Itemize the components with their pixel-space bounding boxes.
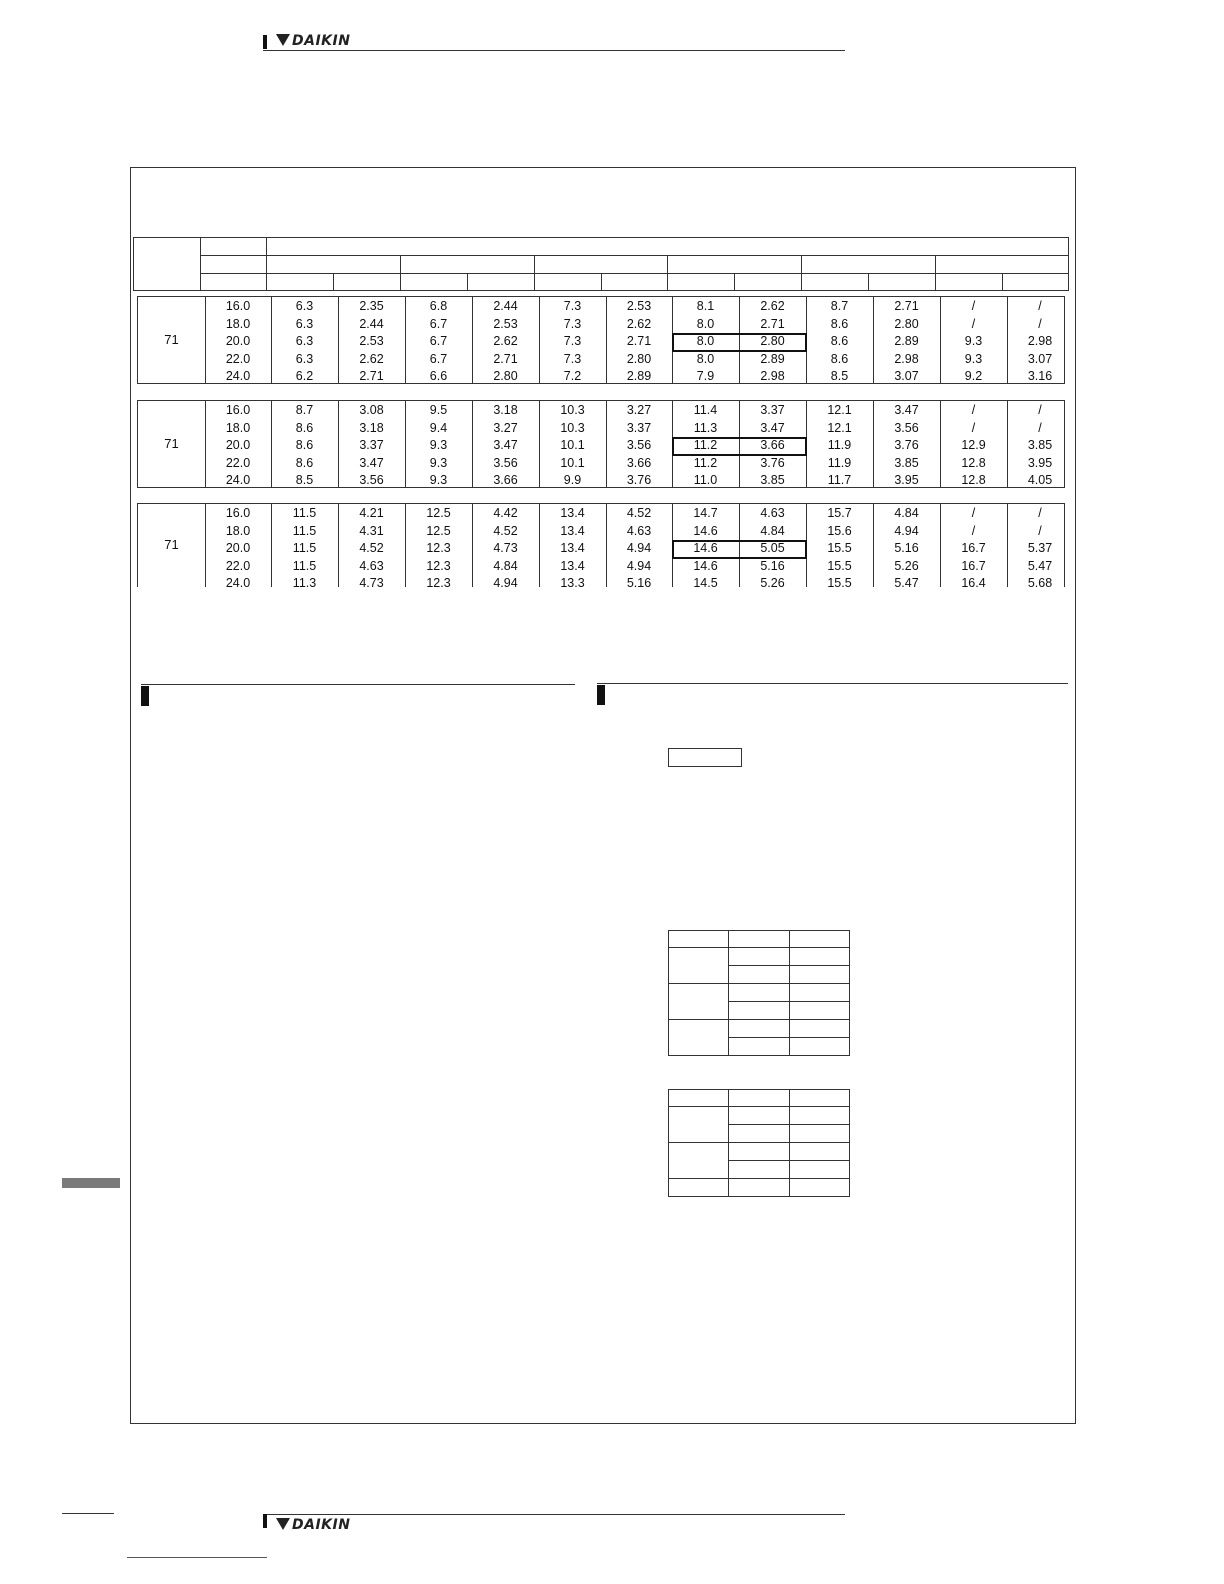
table-cell: 3.66 [626, 455, 652, 470]
table-cell: 16.7 [961, 558, 986, 573]
table-cell: 2.98 [1027, 334, 1053, 348]
table-cell: 3.47 [493, 438, 518, 452]
table-cell: 4.73 [359, 576, 384, 587]
model-label: 71 [164, 332, 179, 347]
table-cell: 3.56 [626, 438, 652, 452]
table-cell: 3.76 [626, 473, 652, 487]
table-cell: 15.6 [827, 523, 852, 538]
table-cell: 3.56 [359, 473, 384, 487]
table-cell: 10.1 [560, 438, 585, 452]
table-cell: 4.84 [493, 558, 518, 573]
table-cell: 8.0 [696, 351, 715, 366]
table-cell: / [1038, 403, 1042, 417]
table-cell: 3.16 [1027, 369, 1053, 383]
table-cell: 3.85 [894, 455, 919, 470]
table-cell: 5.26 [760, 576, 785, 587]
table-cell: 3.07 [1027, 351, 1053, 366]
table-cell: 3.08 [359, 403, 384, 417]
section-header-left [141, 684, 575, 706]
table-cell: 6.7 [429, 334, 448, 348]
table-cell: 14.6 [693, 541, 718, 555]
table-cell: 9.3 [429, 438, 448, 452]
table-cell: 24.0 [225, 369, 251, 383]
table-cell: 9.4 [429, 420, 448, 435]
table-cell: 3.37 [760, 403, 785, 417]
table-cell: 12.5 [426, 506, 451, 520]
table-cell: 3.66 [760, 438, 785, 452]
performance-block-2 [137, 400, 1065, 488]
table-cell: 14.6 [693, 523, 718, 538]
table-cell: 22.0 [225, 558, 251, 573]
mini-table-2 [668, 1089, 850, 1197]
table-cell: 14.5 [693, 576, 718, 587]
table-cell: / [971, 506, 976, 520]
table-cell: 3.47 [894, 403, 919, 417]
table-cell: 18.0 [225, 523, 251, 538]
table-cell: 4.63 [626, 523, 652, 538]
table-cell: 11.3 [292, 576, 317, 587]
table-cell: 24.0 [225, 576, 251, 587]
table-cell: / [971, 403, 976, 417]
table-cell: 13.4 [560, 558, 585, 573]
table-cell: 2.62 [359, 351, 384, 366]
table-cell: 15.7 [827, 506, 852, 520]
table-cell: 11.2 [693, 438, 718, 452]
table-cell: 11.9 [827, 455, 852, 470]
footer-logo-bar [263, 1514, 845, 1532]
table-cell: 2.53 [626, 299, 652, 313]
table-cell: 6.3 [295, 299, 314, 313]
table-cell: 8.0 [696, 316, 715, 331]
table-cell: 4.63 [359, 558, 384, 573]
daikin-logo-icon [276, 34, 290, 46]
table-cell: 9.3 [964, 351, 983, 366]
table-cell: 2.71 [359, 369, 384, 383]
table-cell: 15.5 [827, 576, 852, 587]
table-cell: 4.31 [359, 523, 384, 538]
table-cell: 16.4 [961, 576, 986, 587]
table-cell: 5.16 [760, 558, 785, 573]
table-cell: 6.2 [295, 369, 314, 383]
footer-daikin-logo-icon [276, 1518, 290, 1530]
table-cell: 16.0 [225, 299, 251, 313]
table-cell: 6.7 [429, 316, 448, 331]
table-cell: 15.5 [827, 541, 852, 555]
table-cell: 4.84 [760, 523, 785, 538]
section-header-right [597, 683, 1068, 705]
table-cell: 8.6 [295, 438, 314, 452]
table-cell: 4.84 [894, 506, 919, 520]
table-cell: 11.5 [292, 523, 317, 538]
table-cell: 13.4 [560, 541, 585, 555]
table-cell: 9.5 [429, 403, 448, 417]
table-cell: 2.71 [894, 299, 919, 313]
table-cell: 20.0 [225, 334, 251, 348]
table-cell: 12.5 [426, 523, 451, 538]
table-cell: 4.21 [359, 506, 384, 520]
table-cell: 8.7 [830, 299, 849, 313]
performance-table-header [133, 237, 1069, 291]
table-cell: 14.7 [693, 506, 718, 520]
table-cell: 2.53 [359, 334, 384, 348]
table-cell: 2.89 [894, 334, 919, 348]
table-cell: 8.5 [295, 473, 314, 487]
table-cell: 16.7 [961, 541, 986, 555]
table-cell: 11.4 [693, 403, 718, 417]
table-cell: 2.71 [760, 316, 785, 331]
table-cell: 5.47 [894, 576, 919, 587]
table-cell: 2.62 [626, 316, 652, 331]
table-cell: 3.85 [1027, 438, 1053, 452]
section-index-tab[interactable] [62, 1178, 120, 1188]
footer-daikin-logo [276, 1517, 350, 1533]
table-cell: 11.7 [827, 473, 852, 487]
table-cell: 2.35 [359, 299, 384, 313]
table-cell: 2.89 [626, 369, 652, 383]
table-cell: 8.0 [696, 334, 715, 348]
table-cell: 12.3 [426, 541, 451, 555]
table-cell: 18.0 [225, 420, 251, 435]
table-cell: 2.80 [626, 351, 652, 366]
table-cell: 4.94 [894, 523, 919, 538]
daikin-logo [276, 33, 350, 49]
table-cell: 13.4 [560, 506, 585, 520]
table-cell: 9.9 [563, 473, 582, 487]
table-cell: 7.3 [563, 299, 582, 313]
table-cell: / [1038, 506, 1042, 520]
table-cell: 8.6 [295, 455, 314, 470]
table-cell: 5.16 [626, 576, 652, 587]
table-cell: 4.63 [760, 506, 785, 520]
table-cell: 4.73 [493, 541, 518, 555]
table-cell: 11.5 [292, 541, 317, 555]
table-cell: 6.6 [429, 369, 448, 383]
table-cell: 3.66 [493, 473, 518, 487]
table-cell: 3.56 [894, 420, 919, 435]
table-cell: 8.6 [830, 351, 849, 366]
performance-block-1 [137, 296, 1065, 384]
table-cell: 12.3 [426, 558, 451, 573]
footer-daikin-logo-text: DAIKIN [292, 1517, 351, 1533]
table-cell: 22.0 [225, 351, 251, 366]
highlighted-rating-box [672, 437, 807, 456]
table-cell: 5.47 [1027, 558, 1053, 573]
table-cell: 6.3 [295, 334, 314, 348]
table-cell: 14.6 [693, 558, 718, 573]
table-cell: 8.5 [830, 369, 849, 383]
table-cell: 3.47 [760, 420, 785, 435]
table-cell: 2.44 [493, 299, 518, 313]
table-cell: / [971, 316, 976, 331]
table-cell: 13.4 [560, 523, 585, 538]
table-cell: 5.26 [894, 558, 919, 573]
table-cell: 2.89 [760, 351, 785, 366]
table-cell: 6.3 [295, 316, 314, 331]
table-cell: 11.2 [693, 455, 718, 470]
table-cell: 6.8 [429, 299, 448, 313]
model-label: 71 [164, 436, 179, 451]
table-cell: 13.3 [560, 576, 585, 587]
footer-left-rule [62, 1513, 114, 1514]
table-cell: 2.80 [760, 334, 785, 348]
table-cell: 7.3 [563, 351, 582, 366]
table-cell: 4.52 [626, 506, 652, 520]
table-cell: 3.56 [493, 455, 518, 470]
table-cell: 5.68 [1027, 576, 1053, 587]
table-cell: 12.1 [827, 403, 852, 417]
table-cell: 7.2 [563, 369, 582, 383]
table-cell: 2.71 [493, 351, 518, 366]
table-cell: 4.05 [1027, 473, 1053, 487]
table-cell: 20.0 [225, 438, 251, 452]
table-cell: 8.6 [295, 420, 314, 435]
table-cell: 11.3 [693, 420, 718, 435]
table-cell: 5.37 [1027, 541, 1053, 555]
table-cell: 2.53 [493, 316, 518, 331]
table-cell: 11.5 [292, 558, 317, 573]
table-cell: 2.44 [359, 316, 384, 331]
table-cell: 22.0 [225, 455, 251, 470]
table-cell: 7.3 [563, 334, 582, 348]
table-cell: 3.76 [760, 455, 785, 470]
daikin-logo-text: DAIKIN [292, 33, 351, 49]
table-cell: 3.07 [894, 369, 919, 383]
table-cell: 3.85 [760, 473, 785, 487]
table-cell: 3.47 [359, 455, 384, 470]
table-cell: 12.3 [426, 576, 451, 587]
table-cell: 10.3 [560, 420, 585, 435]
performance-block-3 [137, 503, 1065, 587]
table-cell: 5.16 [894, 541, 919, 555]
table-cell: 3.18 [359, 420, 384, 435]
table-cell: 10.3 [560, 403, 585, 417]
table-cell: / [1038, 523, 1042, 538]
table-cell: 9.3 [429, 455, 448, 470]
table-cell: 2.71 [626, 334, 652, 348]
table-cell: 11.0 [693, 473, 718, 487]
table-cell: 10.1 [560, 455, 585, 470]
table-cell: 12.1 [827, 420, 852, 435]
table-cell: 16.0 [225, 506, 251, 520]
table-cell: 2.62 [760, 299, 785, 313]
table-cell: / [1038, 420, 1042, 435]
table-cell: 12.9 [961, 438, 986, 452]
table-cell: 4.94 [493, 576, 518, 587]
table-cell: 3.95 [894, 473, 919, 487]
table-cell: / [1038, 299, 1042, 313]
table-cell: 8.6 [830, 334, 849, 348]
table-cell: 2.80 [493, 369, 518, 383]
table-cell: 18.0 [225, 316, 251, 331]
table-cell: 8.7 [295, 403, 314, 417]
mini-table-1 [668, 930, 850, 1056]
highlighted-rating-box [672, 540, 807, 559]
label-box [668, 748, 742, 767]
table-cell: 12.8 [961, 473, 986, 487]
table-cell: 16.0 [225, 403, 251, 417]
table-cell: 3.18 [493, 403, 518, 417]
table-cell: 12.8 [961, 455, 986, 470]
header-logo-bar [263, 33, 845, 51]
header-tick [263, 35, 267, 49]
table-cell: 3.37 [359, 438, 384, 452]
table-cell: 4.94 [626, 558, 652, 573]
table-cell: 4.94 [626, 541, 652, 555]
table-cell: 2.62 [493, 334, 518, 348]
table-cell: 3.95 [1027, 455, 1053, 470]
table-cell: 4.42 [493, 506, 518, 520]
header-rule [263, 50, 845, 51]
table-cell: 11.9 [827, 438, 852, 452]
table-cell: 9.2 [964, 369, 983, 383]
table-cell: 8.1 [696, 299, 715, 313]
table-cell: 9.3 [964, 334, 983, 348]
table-cell: 4.52 [493, 523, 518, 538]
table-cell: 9.3 [429, 473, 448, 487]
table-cell: 3.27 [626, 403, 652, 417]
table-cell: 5.05 [760, 541, 785, 555]
table-cell: 3.37 [626, 420, 652, 435]
table-cell: / [971, 299, 976, 313]
table-cell: 3.27 [493, 420, 518, 435]
table-cell: 8.6 [830, 316, 849, 331]
table-cell: 11.5 [292, 506, 317, 520]
table-cell: / [971, 420, 976, 435]
highlighted-rating-box [672, 333, 807, 352]
table-cell: 2.98 [760, 369, 785, 383]
table-cell: / [971, 523, 976, 538]
table-cell: 2.80 [894, 316, 919, 331]
footer-link-underline[interactable] [127, 1557, 267, 1558]
table-cell: / [1038, 316, 1042, 331]
model-label: 71 [164, 537, 179, 552]
table-cell: 3.76 [894, 438, 919, 452]
table-cell: 6.7 [429, 351, 448, 366]
table-cell: 2.98 [894, 351, 919, 366]
table-cell: 4.52 [359, 541, 384, 555]
table-cell: 6.3 [295, 351, 314, 366]
table-cell: 15.5 [827, 558, 852, 573]
table-cell: 7.9 [696, 369, 715, 383]
table-cell: 20.0 [225, 541, 251, 555]
table-cell: 7.3 [563, 316, 582, 331]
table-cell: 24.0 [225, 473, 251, 487]
